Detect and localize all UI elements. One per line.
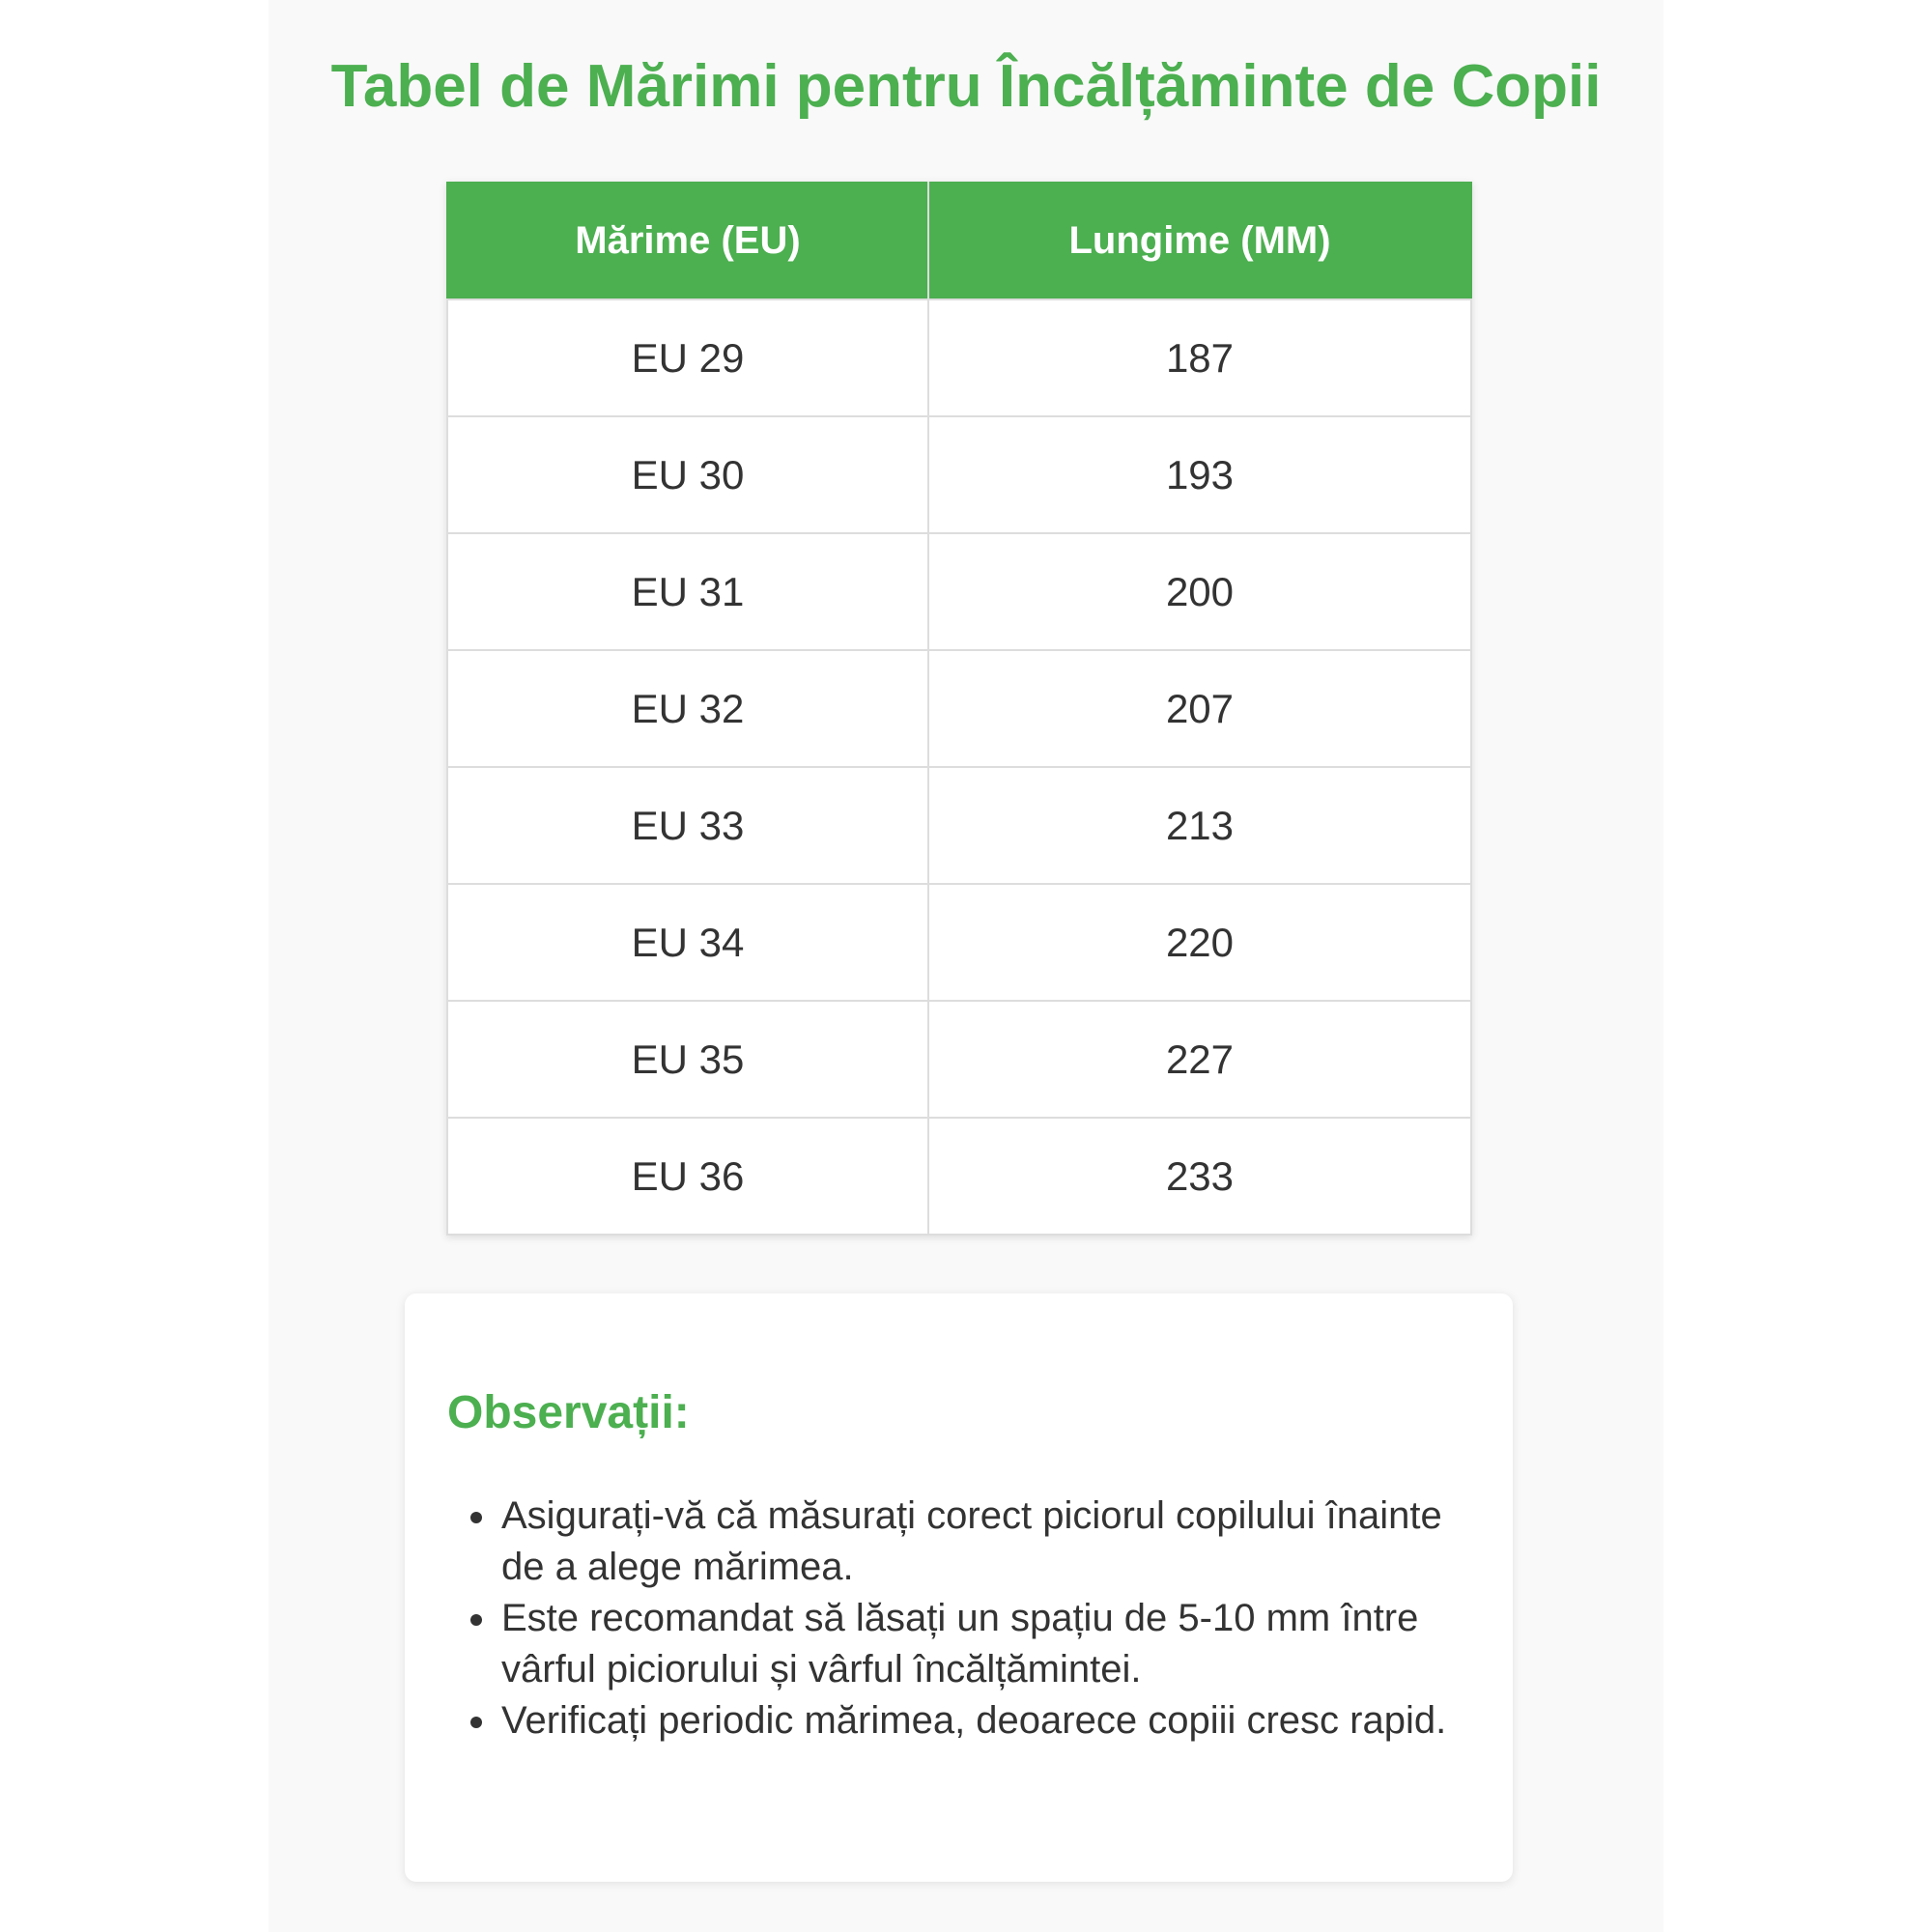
table-row — [447, 299, 1471, 416]
cell-length: 227 — [928, 1001, 1471, 1118]
table-row — [447, 1118, 1471, 1235]
table-row — [447, 650, 1471, 767]
cell-length: 193 — [928, 416, 1471, 533]
cell-length: 233 — [928, 1118, 1471, 1235]
cell-length: 200 — [928, 533, 1471, 650]
cell-size: EU 32 — [447, 650, 928, 767]
size-table — [446, 182, 1472, 1236]
list-item: • Asigurați-vă că măsurați corect piciorul copilului înainte de a alege mărimea. — [499, 1491, 1471, 1593]
cell-length: 207 — [928, 650, 1471, 767]
table-row — [447, 884, 1471, 1001]
cell-size: EU 34 — [447, 884, 928, 1001]
notes-card — [405, 1293, 1513, 1882]
cell-length: 220 — [928, 884, 1471, 1001]
notes-heading: Observații: — [447, 1387, 690, 1438]
notes-list — [447, 1491, 1471, 1747]
list-item: • Verificați periodic mărimea, deoarece copiii cresc rapid. — [499, 1695, 1471, 1747]
cell-size: EU 29 — [447, 299, 928, 416]
table-row — [447, 416, 1471, 533]
table-row — [447, 767, 1471, 884]
cell-length: 213 — [928, 767, 1471, 884]
cell-length: 187 — [928, 299, 1471, 416]
cell-size: EU 36 — [447, 1118, 928, 1235]
table-row — [447, 533, 1471, 650]
header-size-eu: Mărime (EU) — [447, 183, 928, 299]
page-container — [269, 0, 1663, 1932]
page-title: Tabel de Mărimi pentru Încălțăminte de Copii — [330, 53, 1602, 120]
header-length-mm: Lungime (MM) — [928, 183, 1471, 299]
table-row — [447, 1001, 1471, 1118]
cell-size: EU 31 — [447, 533, 928, 650]
cell-size: EU 35 — [447, 1001, 928, 1118]
cell-size: EU 30 — [447, 416, 928, 533]
table-header-row — [447, 183, 1471, 299]
cell-size: EU 33 — [447, 767, 928, 884]
list-item: • Este recomandat să lăsați un spațiu de 5-10 mm între vârful piciorului și vârful încălțămintei. — [499, 1593, 1471, 1695]
